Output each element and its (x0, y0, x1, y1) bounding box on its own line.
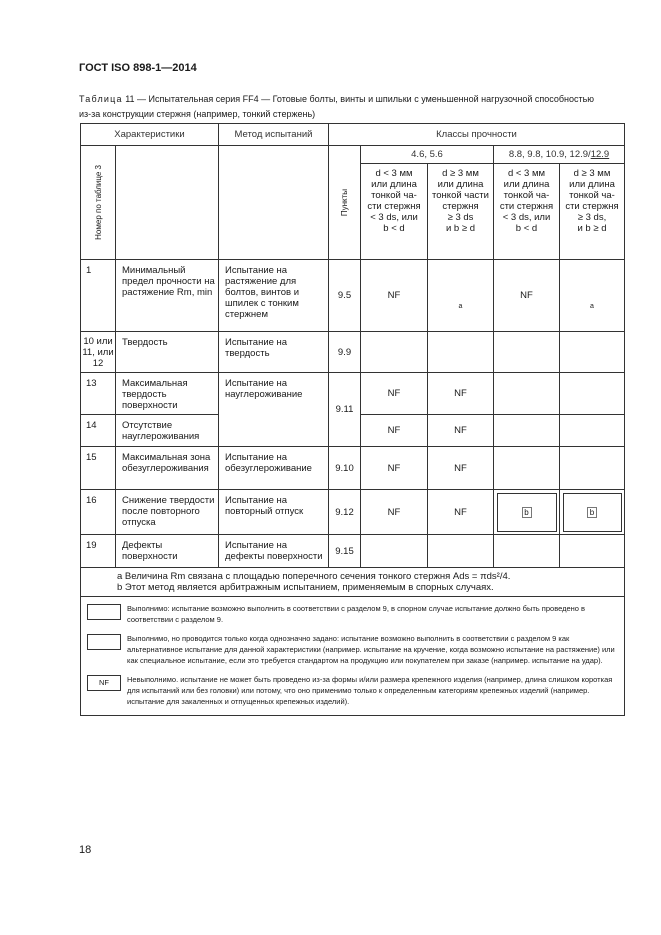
header-method: Метод испытаний (219, 124, 329, 146)
sub4-line: сти стержня (565, 201, 619, 212)
sub1-line: < 3 ds, или (370, 212, 418, 223)
sub1-line: или длина (371, 179, 417, 190)
row-cell-3 (494, 490, 560, 535)
header-characteristics: Характеристики (81, 124, 219, 146)
header-num-cell (81, 146, 116, 260)
caption-text: 11 — Испытательная серия FF4 — Готовые болты, винты и шпильки с уменьшенной нагрузочной способностью из-за конструкции стержня (например, тонкий стержень) (79, 94, 595, 119)
group-b-header (494, 146, 625, 164)
row-characteristic: Твердость (116, 332, 219, 373)
footnote-a-mark: a (458, 303, 463, 310)
sub2-line: и b ≥ d (445, 223, 475, 234)
row-cell-3 (494, 535, 560, 568)
sub2-line: или длина (437, 179, 484, 190)
sub3-line: сти стержня (499, 201, 554, 212)
row-method: Испытание на науглероживание (219, 373, 329, 447)
row-cell-3 (494, 332, 560, 373)
sub4-line: d ≥ 3 мм (573, 168, 611, 179)
sub1-line: сти стержня (367, 201, 421, 212)
table-row (81, 535, 625, 568)
subheader-col4 (560, 164, 625, 260)
sub3-line: или длина (503, 179, 550, 190)
row-cell-2: NF (428, 490, 494, 535)
table-row (81, 260, 625, 332)
legend-box-conditional (87, 634, 121, 650)
row-cell-4 (560, 447, 625, 490)
row-point: 9.9 (329, 332, 361, 373)
row-num: 19 (81, 535, 116, 568)
row-point: 9.10 (329, 447, 361, 490)
sub2-line: d ≥ 3 мм (442, 168, 479, 179)
footnote-b: b Этот метод является арбитражным испытанием, применяемым в спорных случаях. (117, 582, 494, 593)
row-method: Испытание на повторный отпуск (219, 490, 329, 535)
legend-text: Выполнимо: испытание возможно выполнить в соответствии с разделом 9, в спорном случае испытание должно быть проведено в соответствии с разделом 9. (127, 604, 586, 624)
group-b-underlined: 12.9 (590, 149, 610, 160)
row-cell-1 (361, 332, 428, 373)
legend-text: Выполнимо, но проводится только когда однозначно задано: испытание возможно выполнить в соответствии с разделом 9 как альтернативное испытание для данной характеристики (например. испытание на кручение, когда возможно испытание на растяжение) или как специальное испытание, если это требуется стандартом на продукцию или покупателем при заказе (например. испытание на удар). (127, 634, 615, 665)
legend (81, 597, 625, 716)
row-cell-4 (560, 415, 625, 447)
sub3-line: b < d (515, 223, 538, 234)
row-cell-3: NF (494, 260, 560, 332)
row-cell-4 (560, 373, 625, 415)
table-row (81, 332, 625, 373)
sub1-line: тонкой ча- (371, 190, 417, 201)
table-row (81, 490, 625, 535)
legend-text: Невыполнимо. испытание не может быть проведено из-за формы и/или размера крепежного изделия (например, длина слишком короткая для испытаний или без головки) или потому, что оно применимо только к определенным категориям крепежных изделий (например. испытание для закаленных и отпущенных крепежных изделий). (127, 675, 613, 706)
row-cell-2 (428, 535, 494, 568)
row-point: 9.12 (329, 490, 361, 535)
page-number: 18 (79, 844, 92, 856)
row-characteristic: Дефекты поверхности (116, 535, 219, 568)
row-num: 13 (81, 373, 116, 415)
row-cell-2: NF (428, 373, 494, 415)
sub3-line: d < 3 мм (507, 168, 546, 179)
row-method: Испытание на дефекты поверхности (219, 535, 329, 568)
row-cell-1: NF (361, 373, 428, 415)
header-num: Номер по таблице 3 (93, 165, 103, 240)
row-cell-1: NF (361, 447, 428, 490)
sub4-line: ≥ 3 ds, (577, 212, 607, 223)
blank-cell (219, 146, 329, 260)
subheader-col2 (428, 164, 494, 260)
sub1-line: b < d (383, 223, 405, 234)
row-cell-4 (560, 535, 625, 568)
row-num: 15 (81, 447, 116, 490)
group-b-text: 8.8, 9.8, 10.9, 12.9/ (508, 149, 591, 160)
legend-item (81, 670, 624, 711)
footnotes-row (81, 568, 625, 597)
row-characteristic: Отсутствие науглероживания (116, 415, 219, 447)
sub4-line: тонкой ча- (569, 190, 615, 201)
row-num: 16 (81, 490, 116, 535)
sub4-line: или длина (569, 179, 615, 190)
row-point: 9.11 (329, 373, 361, 447)
row-cell-2: NF (428, 415, 494, 447)
legend-item (81, 629, 624, 670)
caption-label: Таблица (79, 94, 123, 104)
sub2-line: тонкой части (432, 190, 489, 201)
footnotes (81, 568, 625, 597)
row-characteristic: Минимальный предел прочности на растяжение Rm, min (116, 260, 219, 332)
sub2-line: стержня (442, 201, 479, 212)
row-method: Испытание на обезуглероживание (219, 447, 329, 490)
row-characteristic: Максимальная твердость поверхности (116, 373, 219, 415)
row-num: 10 или 11, или 12 (81, 332, 116, 373)
table-row (81, 447, 625, 490)
row-cell-4 (560, 332, 625, 373)
sub3-line: тонкой ча- (503, 190, 550, 201)
sub1-line: d < 3 мм (375, 168, 413, 179)
legend-box-feasible (87, 604, 121, 620)
legend-box-nf: NF (87, 675, 121, 691)
sub4-line: и b ≥ d (577, 223, 607, 234)
row-cell-1: NF (361, 490, 428, 535)
header-points: Пункты (340, 188, 349, 217)
table-caption (79, 92, 599, 122)
row-cell-1: NF (361, 260, 428, 332)
footnote-b-mark: b (587, 507, 597, 518)
header-classes: Классы прочности (329, 124, 625, 146)
row-cell-3 (494, 415, 560, 447)
row-cell-4 (560, 490, 625, 535)
table-row (81, 373, 625, 415)
footnote-a-mark: a (590, 303, 594, 310)
footnote-b-mark: b (522, 507, 532, 518)
row-method: Испытание на твердость (219, 332, 329, 373)
row-num: 14 (81, 415, 116, 447)
row-point: 9.15 (329, 535, 361, 568)
row-cell-1: NF (361, 415, 428, 447)
test-series-table (80, 123, 625, 716)
blank-cell (116, 146, 219, 260)
row-cell-4 (560, 260, 625, 332)
row-cell-2: NF (428, 447, 494, 490)
row-point: 9.5 (329, 260, 361, 332)
footnote-a: a Величина Rm связана с площадью поперечного сечения тонкого стержня Ads = πds²/4. (117, 571, 511, 582)
row-num: 1 (81, 260, 116, 332)
group-a-header: 4.6, 5.6 (361, 146, 494, 164)
standard-number: ГОСТ ISO 898-1—2014 (79, 62, 197, 74)
row-cell-2 (428, 260, 494, 332)
row-characteristic: Снижение твердости после повторного отпуска (116, 490, 219, 535)
header-points-cell (329, 146, 361, 260)
legend-row (81, 597, 625, 716)
sub2-line: ≥ 3 ds (447, 212, 474, 223)
row-cell-3 (494, 373, 560, 415)
row-method: Испытание на растяжение для болтов, винтов и шпилек с тонким стержнем (219, 260, 329, 332)
row-cell-2 (428, 332, 494, 373)
row-characteristic: Максимальная зона обезуглероживания (116, 447, 219, 490)
row-cell-1 (361, 535, 428, 568)
legend-item (81, 599, 624, 629)
subheader-col1 (361, 164, 428, 260)
sub3-line: < 3 ds, или (502, 212, 551, 223)
subheader-col3 (494, 164, 560, 260)
row-cell-3 (494, 447, 560, 490)
